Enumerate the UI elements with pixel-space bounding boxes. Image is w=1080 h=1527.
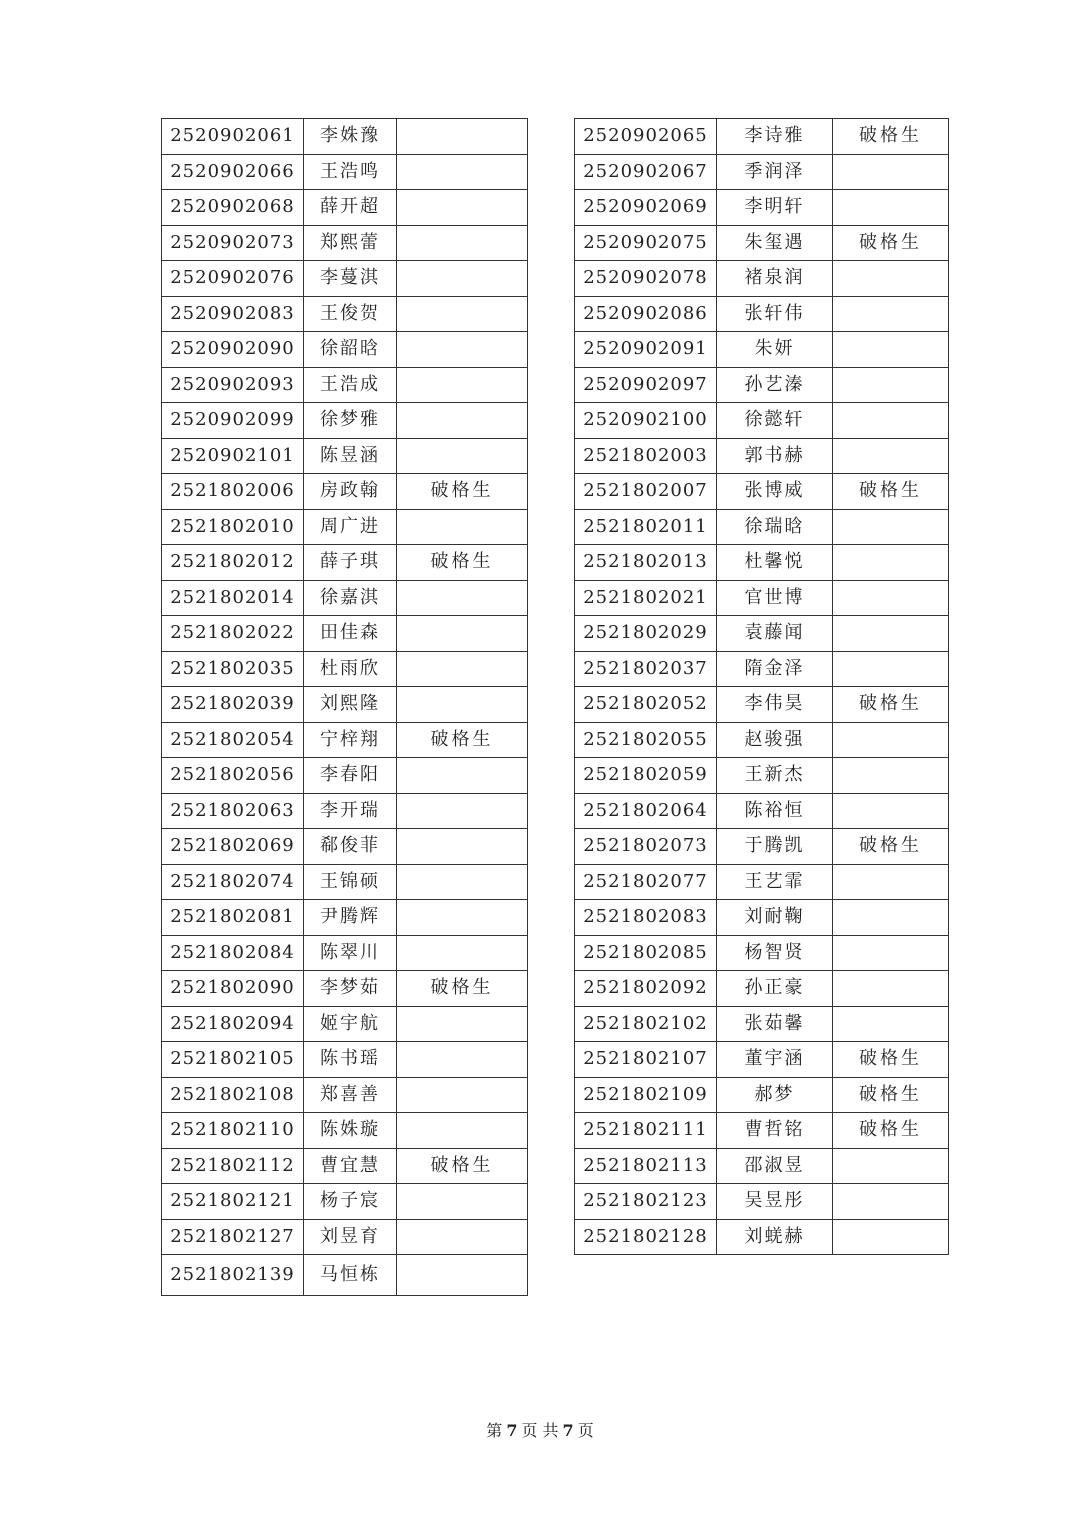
table-row — [162, 1006, 528, 1042]
student-name-cell: 刘熙隆 — [304, 687, 397, 723]
student-id-cell: 2520902090 — [162, 332, 304, 368]
student-name-cell: 陈翠川 — [304, 935, 397, 971]
table-row — [575, 225, 949, 261]
table-row — [162, 687, 528, 723]
note-cell: 破格生 — [833, 829, 949, 865]
table-row — [575, 154, 949, 190]
note-cell — [833, 509, 949, 545]
student-name-cell: 褚泉润 — [717, 261, 833, 297]
note-cell: 破格生 — [833, 225, 949, 261]
roster-table-right — [574, 118, 949, 1255]
student-id-cell: 2520902075 — [575, 225, 717, 261]
table-row — [575, 438, 949, 474]
student-id-cell: 2521802094 — [162, 1006, 304, 1042]
student-name-cell: 季润泽 — [717, 154, 833, 190]
note-cell: 破格生 — [397, 545, 528, 581]
table-row — [575, 793, 949, 829]
roster-table-left — [161, 118, 528, 1296]
note-cell — [833, 900, 949, 936]
student-name-cell: 杨智贤 — [717, 935, 833, 971]
student-id-cell: 2521802128 — [575, 1219, 717, 1255]
student-id-cell: 2521802013 — [575, 545, 717, 581]
table-row — [162, 438, 528, 474]
note-cell: 破格生 — [833, 1077, 949, 1113]
note-cell — [397, 332, 528, 368]
note-cell: 破格生 — [833, 119, 949, 155]
student-id-cell: 2521802121 — [162, 1184, 304, 1220]
table-row — [575, 332, 949, 368]
footer-prefix: 第 — [486, 1421, 503, 1440]
student-name-cell: 徐梦雅 — [304, 403, 397, 439]
student-name-cell: 李姝豫 — [304, 119, 397, 155]
table-row — [162, 722, 528, 758]
student-id-cell: 2520902061 — [162, 119, 304, 155]
student-name-cell: 郑熙蕾 — [304, 225, 397, 261]
note-cell — [833, 1148, 949, 1184]
student-name-cell: 李明轩 — [717, 190, 833, 226]
student-id-cell: 2521802055 — [575, 722, 717, 758]
student-id-cell: 2520902086 — [575, 296, 717, 332]
student-name-cell: 杜馨悦 — [717, 545, 833, 581]
student-name-cell: 李蔓淇 — [304, 261, 397, 297]
note-cell — [397, 1006, 528, 1042]
table-row — [575, 900, 949, 936]
student-id-cell: 2521802083 — [575, 900, 717, 936]
student-name-cell: 孙正豪 — [717, 971, 833, 1007]
student-id-cell: 2521802052 — [575, 687, 717, 723]
student-id-cell: 2521802063 — [162, 793, 304, 829]
student-id-cell: 2521802011 — [575, 509, 717, 545]
student-id-cell: 2521802109 — [575, 1077, 717, 1113]
table-row — [575, 190, 949, 226]
table-row — [575, 545, 949, 581]
note-cell: 破格生 — [833, 687, 949, 723]
table-row — [162, 1255, 528, 1296]
student-id-cell: 2520902069 — [575, 190, 717, 226]
student-name-cell: 刘昱育 — [304, 1219, 397, 1255]
table-row — [162, 651, 528, 687]
note-cell — [397, 438, 528, 474]
student-name-cell: 尹腾辉 — [304, 900, 397, 936]
note-cell: 破格生 — [833, 474, 949, 510]
table-row — [575, 1006, 949, 1042]
student-name-cell: 官世博 — [717, 580, 833, 616]
total-pages-number: 7 — [562, 1421, 574, 1440]
student-name-cell: 徐懿轩 — [717, 403, 833, 439]
student-id-cell: 2521802102 — [575, 1006, 717, 1042]
student-id-cell: 2521802127 — [162, 1219, 304, 1255]
student-name-cell: 王浩鸣 — [304, 154, 397, 190]
student-name-cell: 张博威 — [717, 474, 833, 510]
note-cell — [833, 722, 949, 758]
student-id-cell: 2521802007 — [575, 474, 717, 510]
student-name-cell: 刘蜣赫 — [717, 1219, 833, 1255]
table-row — [162, 935, 528, 971]
note-cell — [397, 1219, 528, 1255]
table-row — [575, 971, 949, 1007]
table-row — [575, 580, 949, 616]
note-cell: 破格生 — [397, 1148, 528, 1184]
table-row — [575, 1219, 949, 1255]
table-row — [575, 651, 949, 687]
table-row — [162, 758, 528, 794]
note-cell — [833, 758, 949, 794]
student-id-cell: 2521802084 — [162, 935, 304, 971]
note-cell — [397, 900, 528, 936]
note-cell — [397, 119, 528, 155]
note-cell — [833, 261, 949, 297]
table-row — [575, 261, 949, 297]
table-row — [575, 1184, 949, 1220]
student-id-cell: 2520902065 — [575, 119, 717, 155]
student-name-cell: 吴昱彤 — [717, 1184, 833, 1220]
student-name-cell: 陈裕恒 — [717, 793, 833, 829]
note-cell — [397, 1184, 528, 1220]
student-name-cell: 张茹馨 — [717, 1006, 833, 1042]
student-name-cell: 王新杰 — [717, 758, 833, 794]
table-row — [162, 474, 528, 510]
student-id-cell: 2521802081 — [162, 900, 304, 936]
student-name-cell: 薛子琪 — [304, 545, 397, 581]
page-footer — [0, 1418, 1080, 1441]
student-id-cell: 2521802054 — [162, 722, 304, 758]
note-cell — [397, 1042, 528, 1078]
student-id-cell: 2521802107 — [575, 1042, 717, 1078]
note-cell: 破格生 — [397, 971, 528, 1007]
note-cell — [833, 438, 949, 474]
student-name-cell: 李开瑞 — [304, 793, 397, 829]
note-cell — [397, 651, 528, 687]
table-row — [162, 296, 528, 332]
student-id-cell: 2521802056 — [162, 758, 304, 794]
student-id-cell: 2521802092 — [575, 971, 717, 1007]
table-row — [575, 296, 949, 332]
student-name-cell: 曹宜慧 — [304, 1148, 397, 1184]
student-id-cell: 2521802073 — [575, 829, 717, 865]
student-name-cell: 陈昱涵 — [304, 438, 397, 474]
student-name-cell: 董宇涵 — [717, 1042, 833, 1078]
note-cell — [833, 367, 949, 403]
student-id-cell: 2520902083 — [162, 296, 304, 332]
note-cell — [833, 864, 949, 900]
student-name-cell: 曹哲铭 — [717, 1113, 833, 1149]
table-row — [162, 332, 528, 368]
student-id-cell: 2520902066 — [162, 154, 304, 190]
table-row — [162, 1219, 528, 1255]
table-row — [575, 509, 949, 545]
student-name-cell: 徐嘉淇 — [304, 580, 397, 616]
student-name-cell: 杜雨欣 — [304, 651, 397, 687]
note-cell — [833, 190, 949, 226]
table-row — [575, 1042, 949, 1078]
table-row — [162, 1077, 528, 1113]
student-id-cell: 2521802090 — [162, 971, 304, 1007]
student-name-cell: 王艺霏 — [717, 864, 833, 900]
table-row — [162, 1148, 528, 1184]
note-cell: 破格生 — [833, 1113, 949, 1149]
student-id-cell: 2521802039 — [162, 687, 304, 723]
note-cell — [397, 687, 528, 723]
note-cell — [397, 935, 528, 971]
student-id-cell: 2520902100 — [575, 403, 717, 439]
student-id-cell: 2520902097 — [575, 367, 717, 403]
student-name-cell: 刘耐鞠 — [717, 900, 833, 936]
student-id-cell: 2521802105 — [162, 1042, 304, 1078]
student-id-cell: 2520902067 — [575, 154, 717, 190]
table-row — [575, 403, 949, 439]
note-cell — [397, 758, 528, 794]
student-name-cell: 赵骏强 — [717, 722, 833, 758]
student-id-cell: 2520902101 — [162, 438, 304, 474]
table-row — [162, 154, 528, 190]
note-cell — [833, 651, 949, 687]
table-row — [162, 119, 528, 155]
note-cell — [833, 935, 949, 971]
note-cell — [833, 616, 949, 652]
student-name-cell: 宁梓翔 — [304, 722, 397, 758]
student-id-cell: 2520902068 — [162, 190, 304, 226]
table-row — [575, 758, 949, 794]
student-name-cell: 郭书赫 — [717, 438, 833, 474]
footer-middle: 页 共 — [521, 1421, 559, 1440]
student-id-cell: 2520902076 — [162, 261, 304, 297]
student-id-cell: 2521802069 — [162, 829, 304, 865]
table-row — [575, 1148, 949, 1184]
student-id-cell: 2521802022 — [162, 616, 304, 652]
table-row — [162, 509, 528, 545]
student-id-cell: 2521802113 — [575, 1148, 717, 1184]
student-id-cell: 2521802074 — [162, 864, 304, 900]
note-cell — [833, 793, 949, 829]
note-cell: 破格生 — [397, 722, 528, 758]
note-cell — [833, 580, 949, 616]
table-row — [575, 722, 949, 758]
student-id-cell: 2520902073 — [162, 225, 304, 261]
note-cell — [397, 829, 528, 865]
table-row — [162, 829, 528, 865]
table-row — [162, 367, 528, 403]
student-name-cell: 朱玺遇 — [717, 225, 833, 261]
note-cell — [833, 545, 949, 581]
student-name-cell: 于腾凯 — [717, 829, 833, 865]
note-cell: 破格生 — [833, 1042, 949, 1078]
student-name-cell: 袁藤闻 — [717, 616, 833, 652]
table-row — [575, 1113, 949, 1149]
student-id-cell: 2520902093 — [162, 367, 304, 403]
student-id-cell: 2520902078 — [575, 261, 717, 297]
student-name-cell: 李伟昊 — [717, 687, 833, 723]
student-id-cell: 2521802059 — [575, 758, 717, 794]
student-name-cell: 房政翰 — [304, 474, 397, 510]
table-row — [162, 793, 528, 829]
student-id-cell: 2521802035 — [162, 651, 304, 687]
student-name-cell: 李诗雅 — [717, 119, 833, 155]
student-name-cell: 马恒栋 — [304, 1255, 397, 1296]
table-row — [162, 545, 528, 581]
table-row — [162, 403, 528, 439]
student-name-cell: 薛开超 — [304, 190, 397, 226]
table-row — [575, 829, 949, 865]
student-id-cell: 2521802014 — [162, 580, 304, 616]
student-name-cell: 周广进 — [304, 509, 397, 545]
student-id-cell: 2521802029 — [575, 616, 717, 652]
student-name-cell: 邵淑昱 — [717, 1148, 833, 1184]
student-id-cell: 2521802112 — [162, 1148, 304, 1184]
note-cell — [397, 261, 528, 297]
student-name-cell: 王浩成 — [304, 367, 397, 403]
table-row — [162, 190, 528, 226]
note-cell — [833, 154, 949, 190]
table-row — [162, 971, 528, 1007]
table-row — [162, 1184, 528, 1220]
table-row — [575, 687, 949, 723]
table-row — [162, 580, 528, 616]
student-id-cell: 2521802003 — [575, 438, 717, 474]
table-row — [575, 474, 949, 510]
student-id-cell: 2521802123 — [575, 1184, 717, 1220]
table-row — [575, 1077, 949, 1113]
student-id-cell: 2521802110 — [162, 1113, 304, 1149]
table-row — [162, 225, 528, 261]
table-row — [575, 864, 949, 900]
student-name-cell: 李春阳 — [304, 758, 397, 794]
table-row — [162, 1113, 528, 1149]
table-row — [575, 119, 949, 155]
note-cell — [397, 580, 528, 616]
note-cell — [397, 864, 528, 900]
student-name-cell: 田佳森 — [304, 616, 397, 652]
table-row — [162, 261, 528, 297]
student-name-cell: 隋金泽 — [717, 651, 833, 687]
student-id-cell: 2520902099 — [162, 403, 304, 439]
student-id-cell: 2521802037 — [575, 651, 717, 687]
student-name-cell: 孙艺溱 — [717, 367, 833, 403]
student-name-cell: 杨子宸 — [304, 1184, 397, 1220]
note-cell — [833, 1219, 949, 1255]
student-name-cell: 郝梦 — [717, 1077, 833, 1113]
student-id-cell: 2520902091 — [575, 332, 717, 368]
note-cell — [833, 332, 949, 368]
table-row — [162, 900, 528, 936]
table-row — [162, 616, 528, 652]
student-name-cell: 王俊贺 — [304, 296, 397, 332]
note-cell — [397, 1113, 528, 1149]
student-id-cell: 2521802006 — [162, 474, 304, 510]
student-id-cell: 2521802077 — [575, 864, 717, 900]
table-row — [162, 864, 528, 900]
table-row — [575, 367, 949, 403]
note-cell: 破格生 — [397, 474, 528, 510]
student-name-cell: 郑喜善 — [304, 1077, 397, 1113]
student-name-cell: 陈书瑶 — [304, 1042, 397, 1078]
table-row — [575, 935, 949, 971]
student-name-cell: 张轩伟 — [717, 296, 833, 332]
student-id-cell: 2521802021 — [575, 580, 717, 616]
table-row — [162, 1042, 528, 1078]
note-cell — [833, 403, 949, 439]
student-id-cell: 2521802010 — [162, 509, 304, 545]
student-id-cell: 2521802139 — [162, 1255, 304, 1296]
student-name-cell: 朱妍 — [717, 332, 833, 368]
note-cell — [397, 154, 528, 190]
student-name-cell: 徐瑞晗 — [717, 509, 833, 545]
note-cell — [833, 971, 949, 1007]
note-cell — [397, 1255, 528, 1296]
note-cell — [397, 509, 528, 545]
note-cell — [397, 296, 528, 332]
note-cell — [833, 1184, 949, 1220]
student-name-cell: 陈姝璇 — [304, 1113, 397, 1149]
student-id-cell: 2521802064 — [575, 793, 717, 829]
note-cell — [397, 225, 528, 261]
student-name-cell: 姬宇航 — [304, 1006, 397, 1042]
note-cell — [397, 1077, 528, 1113]
student-id-cell: 2521802111 — [575, 1113, 717, 1149]
note-cell — [833, 1006, 949, 1042]
student-name-cell: 李梦茹 — [304, 971, 397, 1007]
student-name-cell: 郗俊菲 — [304, 829, 397, 865]
student-id-cell: 2521802108 — [162, 1077, 304, 1113]
note-cell — [397, 403, 528, 439]
current-page-number: 7 — [506, 1421, 518, 1440]
note-cell — [397, 190, 528, 226]
student-name-cell: 王锦硕 — [304, 864, 397, 900]
note-cell — [397, 616, 528, 652]
table-row — [575, 616, 949, 652]
footer-suffix: 页 — [577, 1421, 594, 1440]
student-name-cell: 徐韶晗 — [304, 332, 397, 368]
note-cell — [833, 296, 949, 332]
note-cell — [397, 793, 528, 829]
student-id-cell: 2521802012 — [162, 545, 304, 581]
note-cell — [397, 367, 528, 403]
student-id-cell: 2521802085 — [575, 935, 717, 971]
